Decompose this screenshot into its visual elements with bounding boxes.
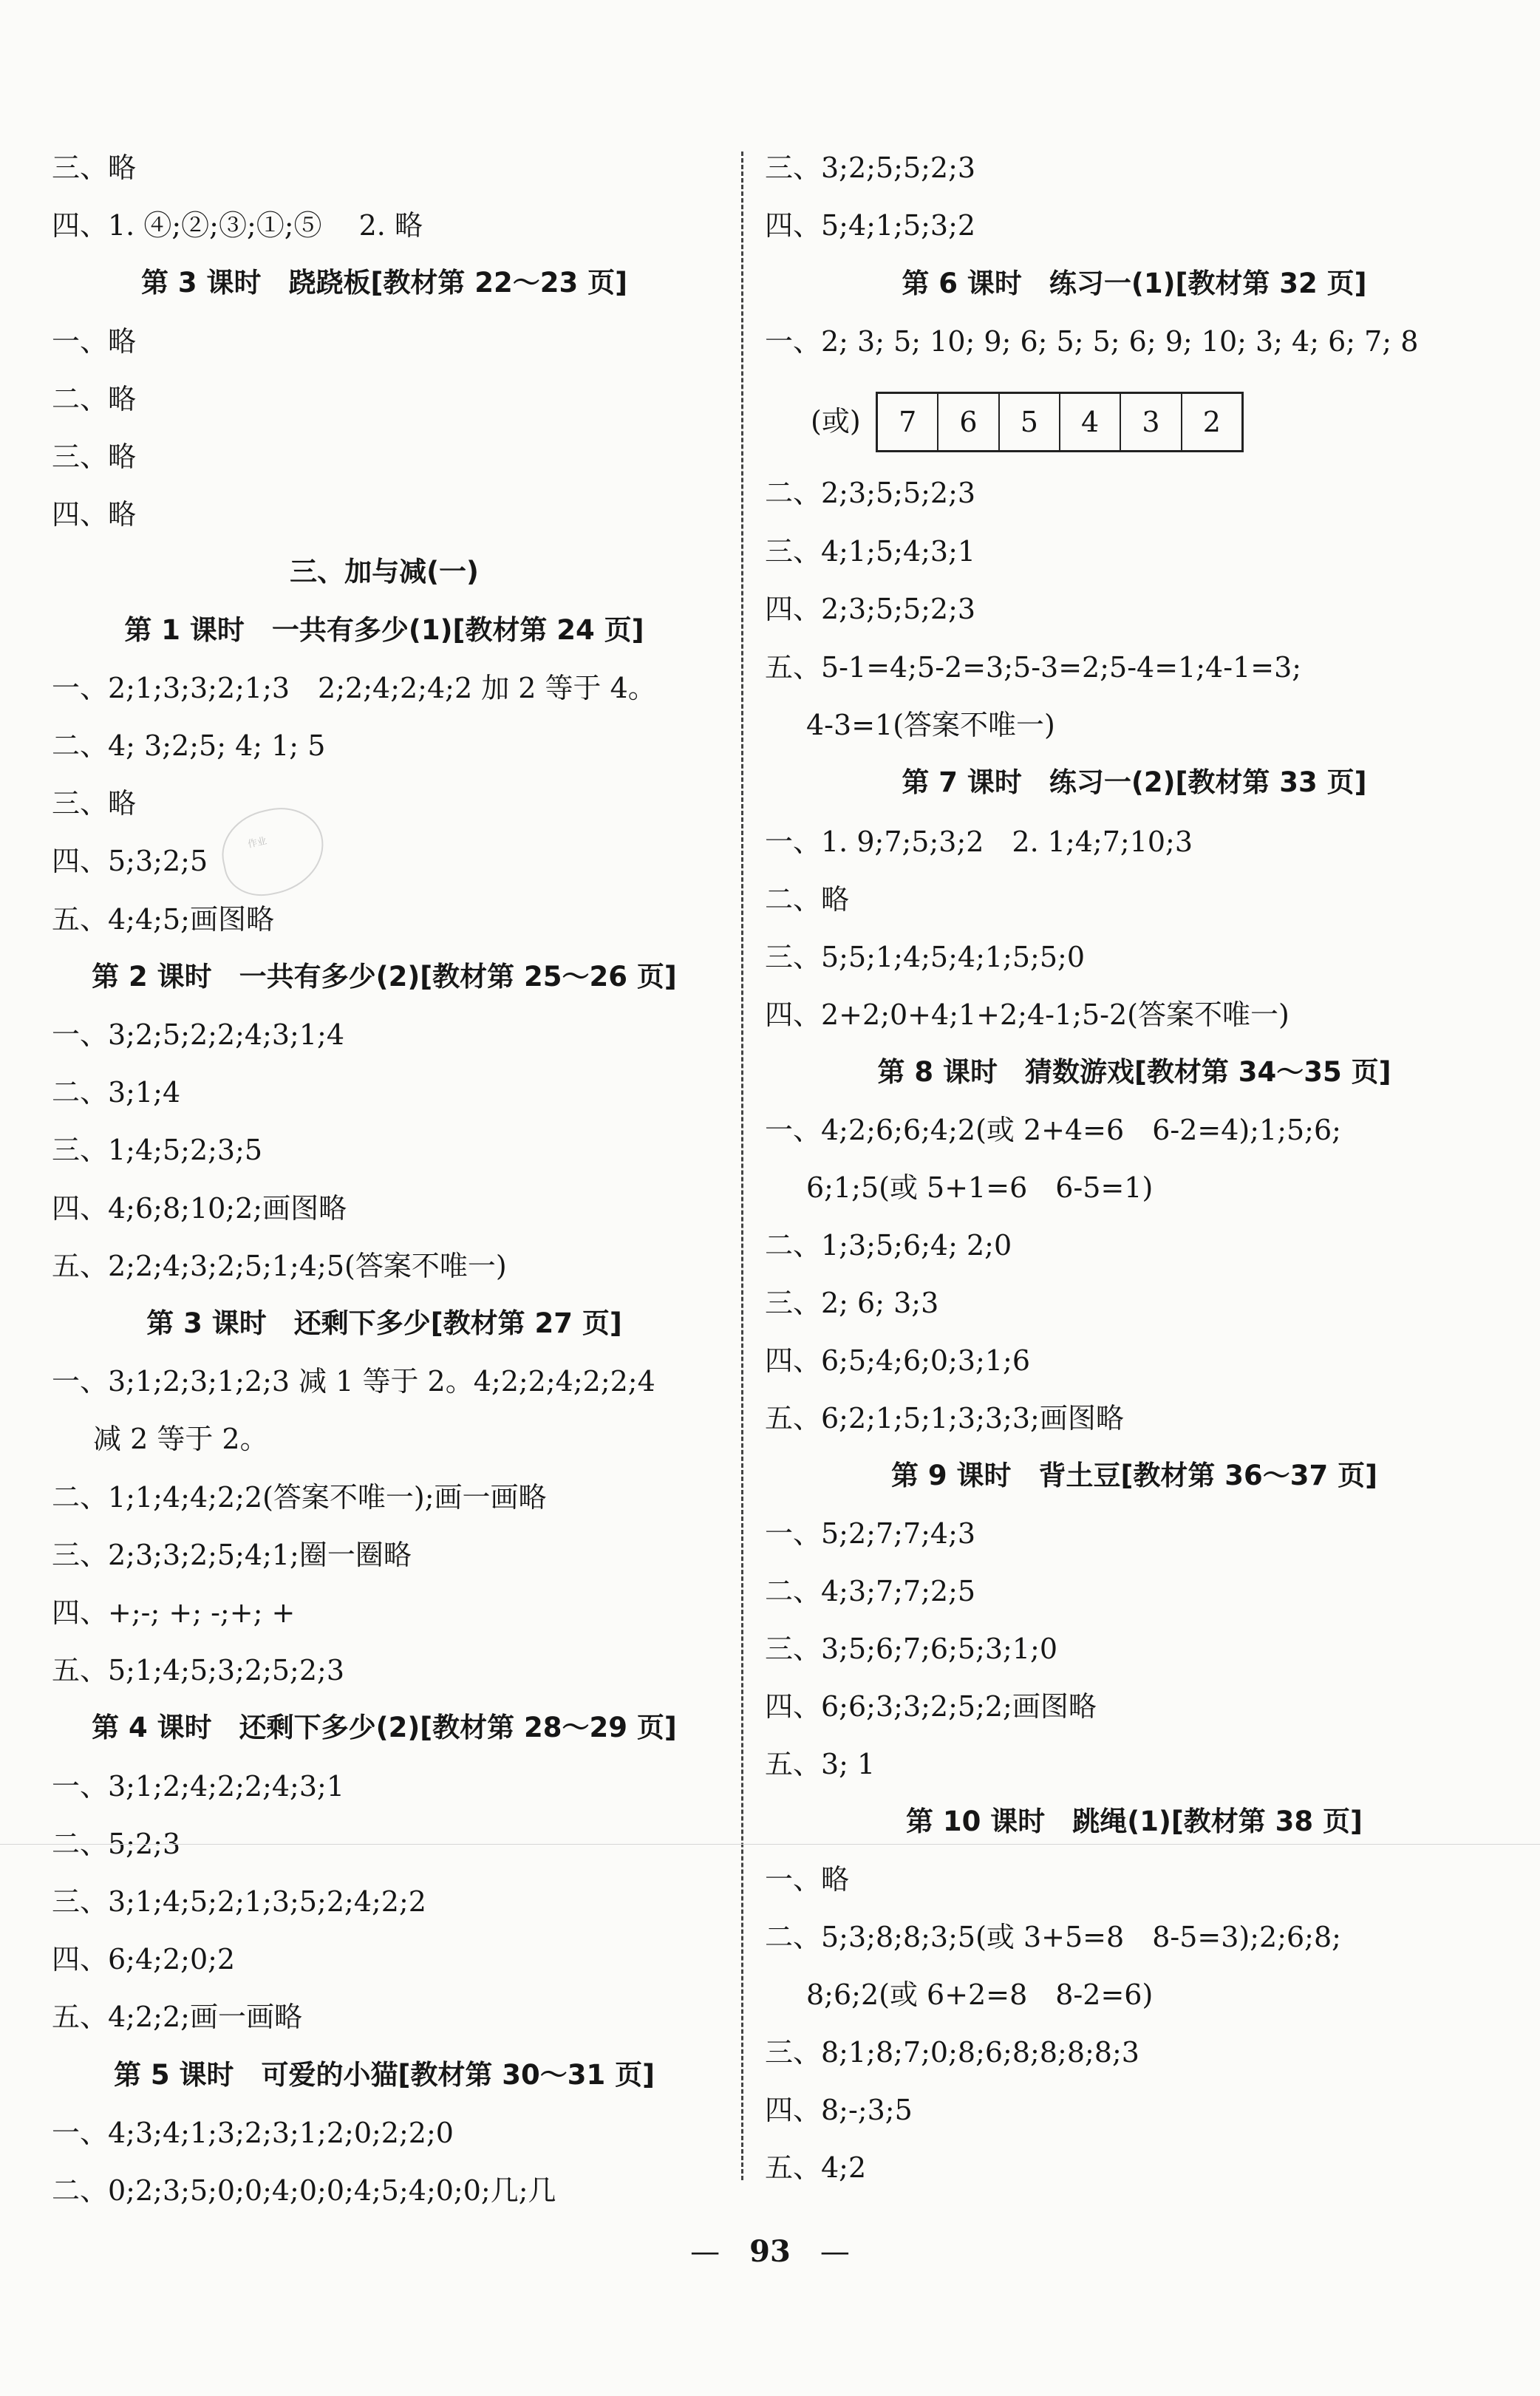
grid-cell: 2 bbox=[1181, 394, 1241, 450]
answer-line: 三、2;3;3;2;5;4;1;圈一圈略 bbox=[52, 1539, 412, 1571]
answer-line: 三、略 bbox=[52, 440, 137, 473]
answer-line: 一、5;2;7;7;4;3 bbox=[765, 1517, 976, 1550]
answer-line: 四、+;-; +; -;+; + bbox=[52, 1596, 296, 1629]
answer-grid bbox=[876, 392, 1244, 452]
answer-line: 四、5;4;1;5;3;2 bbox=[765, 209, 976, 242]
answer-line: 五、4;4;5;画图略 bbox=[52, 903, 274, 936]
answer-line: 三、8;1;8;7;0;8;6;8;8;8;8;3 bbox=[765, 2036, 1139, 2069]
grid-prefix: (或) bbox=[811, 405, 861, 438]
grid-cell: 7 bbox=[899, 406, 917, 438]
answer-line: 四、略 bbox=[52, 498, 137, 531]
column-divider bbox=[741, 152, 743, 2180]
answer-line: 四、8;-;3;5 bbox=[765, 2094, 913, 2126]
answer-line: 四、6;5;4;6;0;3;1;6 bbox=[765, 1344, 1031, 1377]
answer-line: 四、6;4;2;0;2 bbox=[52, 1943, 236, 1975]
answer-line: 五、4;2;2;画一画略 bbox=[52, 2001, 302, 2033]
answer-line: 三、4;1;5;4;3;1 bbox=[765, 535, 976, 568]
section-heading: 第 2 课时 一共有多少(2)[教材第 25～26 页] bbox=[92, 961, 677, 993]
answer-line: 一、1. 9;7;5;3;2 2. 1;4;7;10;3 bbox=[765, 826, 1193, 858]
answer-line: 二、4; 3;2;5; 4; 1; 5 bbox=[52, 729, 326, 762]
answer-line: 五、3; 1 bbox=[765, 1748, 876, 1780]
section-heading: 第 8 课时 猜数游戏[教材第 34～35 页] bbox=[877, 1056, 1391, 1088]
grid-cell: 3 bbox=[1120, 394, 1180, 450]
answer-line: 二、1;3;5;6;4; 2;0 bbox=[765, 1229, 1012, 1262]
answer-line: 8;6;2(或 6+2=8 8-2=6) bbox=[806, 1978, 1154, 2011]
answer-line: 二、2;3;5;5;2;3 bbox=[765, 477, 976, 509]
answer-line: 四、2+2;0+4;1+2;4-1;5-2(答案不唯一) bbox=[765, 998, 1289, 1031]
section-heading: 第 5 课时 可爱的小猫[教材第 30～31 页] bbox=[113, 2059, 655, 2091]
answer-line: 三、3;5;6;7;6;5;3;1;0 bbox=[765, 1633, 1058, 1665]
answer-line: 五、4;2 bbox=[765, 2151, 867, 2184]
answer-line: 五、5-1=4;5-2=3;5-3=2;5-4=1;4-1=3; bbox=[765, 651, 1302, 684]
section-heading: 第 7 课时 练习一(2)[教材第 33 页] bbox=[902, 766, 1367, 798]
answer-line: 4-3=1(答案不唯一) bbox=[806, 709, 1055, 741]
page-fold-line bbox=[0, 1844, 1540, 1845]
section-heading: 第 3 课时 跷跷板[教材第 22～23 页] bbox=[140, 267, 628, 299]
answer-line: 三、略 bbox=[52, 152, 137, 184]
answer-line: 三、2; 6; 3;3 bbox=[765, 1287, 939, 1319]
answer-line: 一、略 bbox=[765, 1863, 850, 1896]
section-heading: 第 1 课时 一共有多少(1)[教材第 24 页] bbox=[124, 614, 644, 646]
answer-line: 一、2;1;3;3;2;1;3 2;2;4;2;4;2 加 2 等于 4。 bbox=[52, 672, 656, 704]
answer-line: 一、4;3;4;1;3;2;3;1;2;0;2;2;0 bbox=[52, 2117, 454, 2149]
answer-line: 三、略 bbox=[52, 787, 137, 820]
answer-line: 四、4;6;8;10;2;画图略 bbox=[52, 1192, 347, 1225]
answer-line: 二、略 bbox=[52, 383, 137, 415]
answer-line: 一、略 bbox=[52, 325, 137, 358]
answer-line: 四、2;3;5;5;2;3 bbox=[765, 593, 976, 625]
answer-line: 三、5;5;1;4;5;4;1;5;5;0 bbox=[765, 941, 1085, 973]
answer-line: 6;1;5(或 5+1=6 6-5=1) bbox=[806, 1171, 1154, 1204]
answer-line: 三、3;1;4;5;2;1;3;5;2;4;2;2 bbox=[52, 1885, 426, 1918]
answer-line: 二、5;2;3 bbox=[52, 1828, 181, 1860]
answer-line: 一、3;1;2;3;1;2;3 减 1 等于 2。4;2;2;4;2;2;4 bbox=[52, 1365, 655, 1398]
answer-line: 减 2 等于 2。 bbox=[93, 1423, 268, 1455]
answer-line: 五、2;2;4;3;2;5;1;4;5(答案不唯一) bbox=[52, 1250, 507, 1282]
section-heading: 第 6 课时 练习一(1)[教材第 32 页] bbox=[902, 268, 1367, 299]
section-heading: 三、加与减(一) bbox=[290, 556, 479, 588]
watermark-stamp-icon: 作业 bbox=[214, 800, 333, 903]
answer-line: 四、5;3;2;5 bbox=[52, 845, 208, 877]
answer-line: 一、3;2;5;2;2;4;3;1;4 bbox=[52, 1018, 345, 1051]
answer-line: 四、6;6;3;3;2;5;2;画图略 bbox=[765, 1690, 1097, 1723]
section-heading: 第 9 课时 背土豆[教材第 36～37 页] bbox=[890, 1460, 1378, 1491]
answer-line: 五、6;2;1;5;1;3;3;3;画图略 bbox=[765, 1402, 1124, 1434]
section-heading: 第 4 课时 还剩下多少(2)[教材第 28～29 页] bbox=[92, 1712, 677, 1743]
answer-line: 一、4;2;6;6;4;2(或 2+4=6 6-2=4);1;5;6; bbox=[765, 1114, 1341, 1146]
answer-line: 一、2; 3; 5; 10; 9; 6; 5; 5; 6; 9; 10; 3; 4; 6; 7; 8 bbox=[765, 325, 1419, 358]
page-footer: — 93 — bbox=[690, 2234, 850, 2269]
answer-line: 二、略 bbox=[765, 883, 850, 916]
grid-cell: 4 bbox=[1059, 394, 1120, 450]
answer-line: 二、1;1;4;4;2;2(答案不唯一);画一画略 bbox=[52, 1481, 547, 1514]
answer-line: 二、3;1;4 bbox=[52, 1076, 181, 1109]
grid-cell: 5 bbox=[998, 394, 1059, 450]
answer-line: 二、0;2;3;5;0;0;4;0;0;4;5;4;0;0;几;几 bbox=[52, 2174, 556, 2207]
page-number: 93 bbox=[749, 2234, 791, 2269]
answer-line: 三、1;4;5;2;3;5 bbox=[52, 1134, 263, 1166]
answer-line: 三、3;2;5;5;2;3 bbox=[765, 152, 976, 184]
answer-line: 二、5;3;8;8;3;5(或 3+5=8 8-5=3);2;6;8; bbox=[765, 1921, 1341, 1953]
answer-line: 五、5;1;4;5;3;2;5;2;3 bbox=[52, 1654, 345, 1687]
answer-line: 一、3;1;2;4;2;2;4;3;1 bbox=[52, 1770, 345, 1803]
answer-line: 二、4;3;7;7;2;5 bbox=[765, 1575, 976, 1607]
section-heading: 第 10 课时 跳绳(1)[教材第 38 页] bbox=[906, 1805, 1363, 1837]
grid-cell: 6 bbox=[937, 394, 998, 450]
answer-line: 四、1. ④;②;③;①;⑤ 2. 略 bbox=[52, 209, 423, 242]
section-heading: 第 3 课时 还剩下多少[教材第 27 页] bbox=[146, 1307, 622, 1339]
